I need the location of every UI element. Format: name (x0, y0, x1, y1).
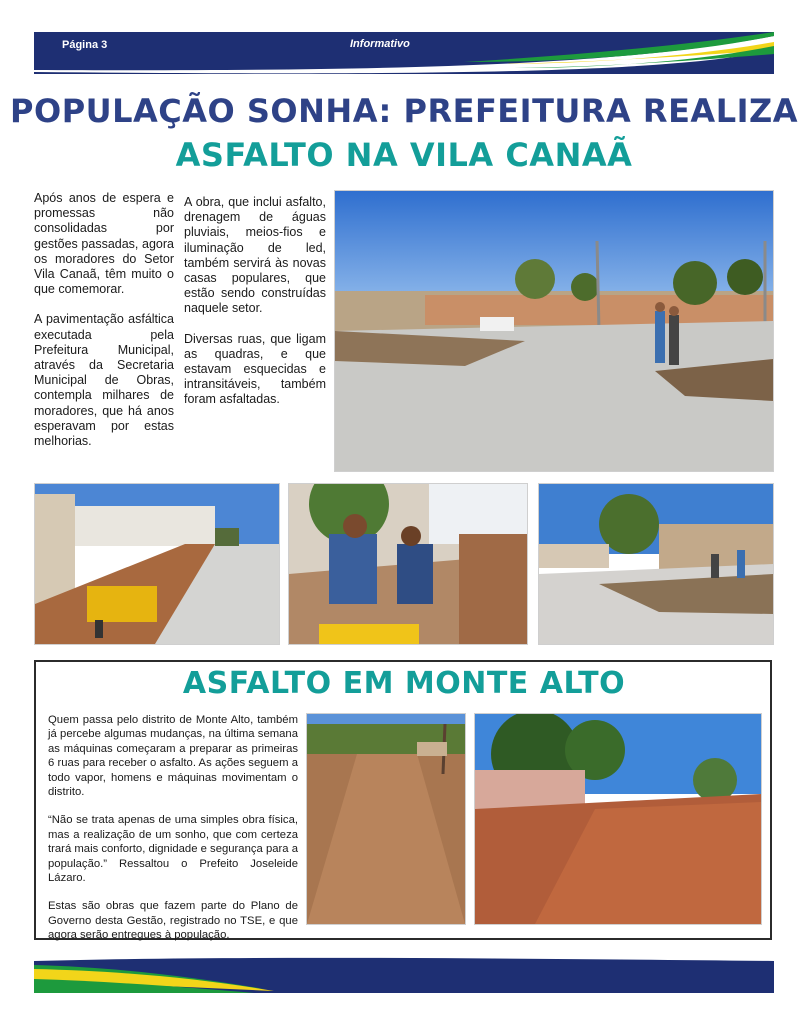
paragraph: Diversas ruas, que ligam as quadras, e que estavam esquecidas e intransitáveis, também foram asfaltadas. (184, 331, 326, 407)
article-column-1 (34, 191, 174, 464)
article-column-2 (184, 195, 326, 423)
paragraph: “Não se trata apenas de uma simples obra física, mas a realização de um sonho, que com certeza trará mais conforto, dignidade e segurança para a população.” Ressaltou o Prefeito Joseleide Lázaro. (48, 814, 298, 885)
paragraph: Estas são obras que fazem parte do Plano de Governo desta Gestão, registrado no TSE, e que agora serão entregues à população. (48, 900, 298, 942)
paragraph: A obra, que inclui asfalto, drenagem de águas pluviais, meios-fios e iluminação de led, também servirá às novas casas populares, que estão sendo construídas naquele setor. (184, 195, 326, 316)
page-number: Página 3 (62, 39, 108, 51)
header-banner (34, 32, 774, 74)
photo-curb-machine (34, 483, 280, 645)
photo-monte-alto-graded-street (474, 713, 762, 925)
photo-vila-canaa-street (334, 190, 774, 472)
section-label: Informativo (350, 38, 410, 50)
headline-line-1: POPULAÇÃO SONHA: PREFEITURA REALIZA (10, 92, 798, 130)
footer-wave-graphic (34, 957, 774, 993)
photo-monte-alto-dirt-road (306, 713, 466, 925)
paragraph: Após anos de espera e promessas não consolidadas por gestões passadas, agora os moradores do Setor Vila Canaã, têm muito o que comemorar. (34, 191, 174, 297)
monte-alto-text (48, 713, 298, 957)
paragraph: Quem passa pelo distrito de Monte Alto, também já percebe algumas mudanças, na última semana as máquinas começaram a preparar as primeiras 6 ruas para receber o asfalto. As ações seguem a todo vapor, homens e máquinas movimentam o distrito. (48, 714, 298, 799)
paragraph: A pavimentação asfáltica executada pela Prefeitura Municipal, através da Secretaria Municipal de Obras, contempla milhares de moradores, que há anos esperavam por estas melhorias. (34, 312, 174, 449)
monte-alto-title: ASFALTO EM MONTE ALTO (182, 666, 626, 701)
photo-workers-curb (288, 483, 528, 645)
footer-banner (34, 957, 774, 993)
photo-street-drainage (538, 483, 774, 645)
headline-line-2: ASFALTO NA VILA CANAÃ (175, 136, 633, 174)
